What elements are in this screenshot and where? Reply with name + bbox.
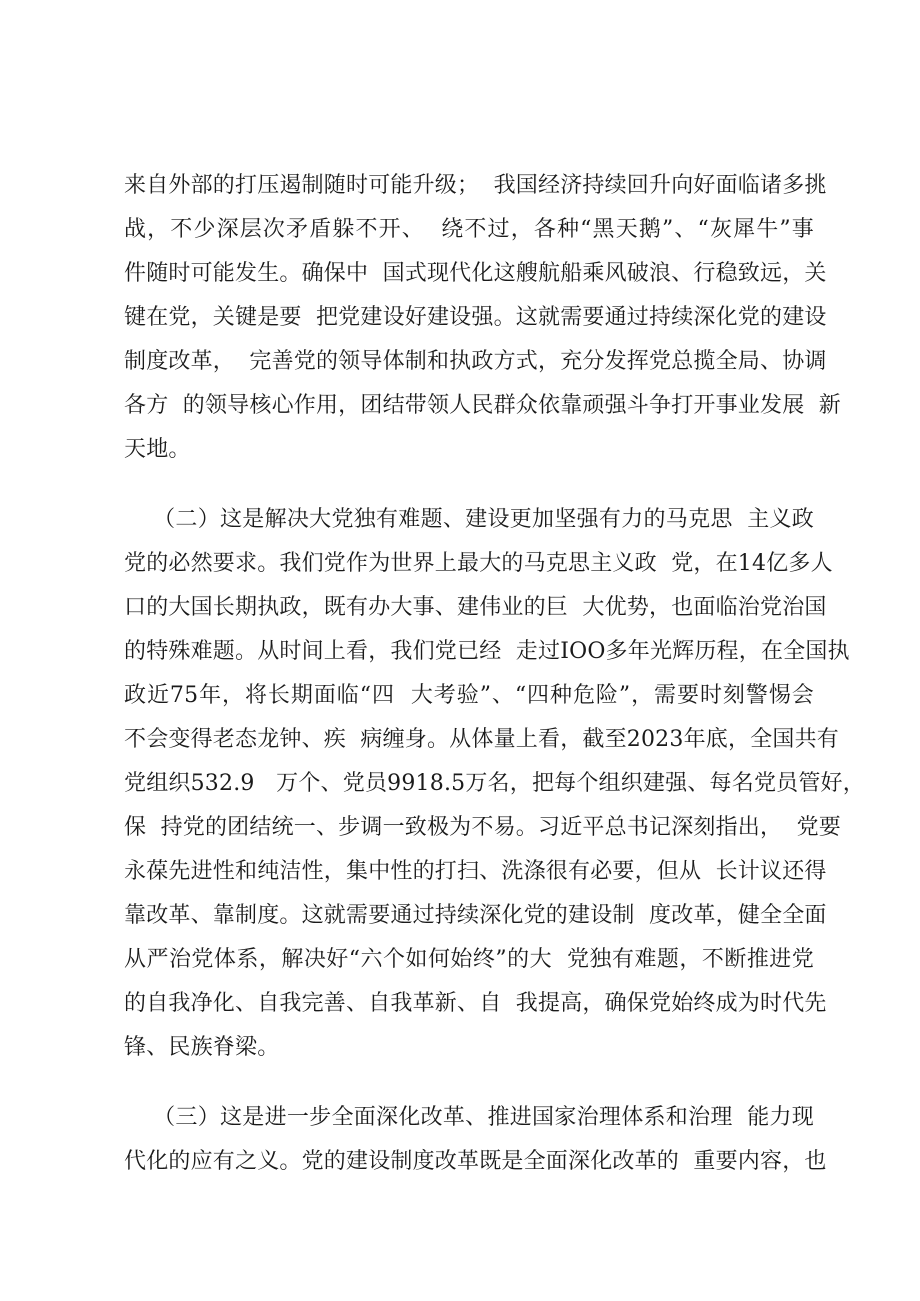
text-line: 代化的应有之义。党的建设制度改革既是全面深化改革的 重要内容，也 xyxy=(124,1149,827,1174)
text-line: 键在党，关键是要 把党建设好建设强。这就需要通过持续深化党的建设 xyxy=(124,305,827,330)
text-line: 制度改革， 完善党的领导体制和执政方式，充分发挥党总揽全局、协调 xyxy=(124,349,827,374)
text-line: 不会变得老态龙钟、疾 病缠身。从体量上看，截至2023年底，全国共有 xyxy=(124,727,839,752)
paragraph-2-heading-line: （二）这是解决大党独有难题、建设更加坚强有力的马克思 主义政 xyxy=(124,507,814,532)
text-line: 保 持党的团结统一、步调一致极为不易。习近平总书记深刻指出， 党要 xyxy=(124,815,841,840)
text-line: 天地。 xyxy=(124,437,191,462)
text-line: 战，不少深层次矛盾躲不开、 绕不过，各种“黑天鹅”、“灰犀牛”事 xyxy=(124,217,814,242)
text-line: 锋、民族脊梁。 xyxy=(124,1035,280,1060)
text-line: 的自我净化、自我完善、自我革新、自 我提高，确保党始终成为时代先 xyxy=(124,991,827,1016)
text-line: 党组织532.9 万个、党员9918.5万名，把每个组织建强、每名党员管好， xyxy=(124,771,865,796)
text-line: 永葆先进性和纯洁性，集中性的打扫、洗涤很有必要，但从 长计议还得 xyxy=(124,859,827,884)
text-line: 各方 的领导核心作用，团结带领人民群众依靠顽强斗争打开事业发展 新 xyxy=(124,393,841,418)
text-line: 来自外部的打压遏制随时可能升级； 我国经济持续回升向好面临诸多挑 xyxy=(124,173,827,198)
text-line: 口的大国长期执政，既有办大事、建伟业的巨 大优势，也面临治党治国 xyxy=(124,595,827,620)
text-line: 政近75年，将长期面临“四 大考验”、“四种危险”，需要时刻警惕会 xyxy=(124,683,814,708)
text-line: 党的必然要求。我们党作为世界上最大的马克思主义政 党，在14亿多人 xyxy=(124,551,833,576)
paragraph-3-heading-line: （三）这是进一步全面深化改革、推进国家治理体系和治理 能力现 xyxy=(124,1105,814,1130)
text-line: 的特殊难题。从时间上看，我们党已经 走过IOO多年光辉历程，在全国执 xyxy=(124,639,850,664)
text-line: 件随时可能发生。确保中 国式现代化这艘航船乘风破浪、行稳致远，关 xyxy=(124,261,827,286)
text-line: 靠改革、靠制度。这就需要通过持续深化党的建设制 度改革，健全全面 xyxy=(124,903,827,928)
text-line: 从严治党体系，解决好“六个如何始终”的大 党独有难题，不断推进党 xyxy=(124,947,814,972)
